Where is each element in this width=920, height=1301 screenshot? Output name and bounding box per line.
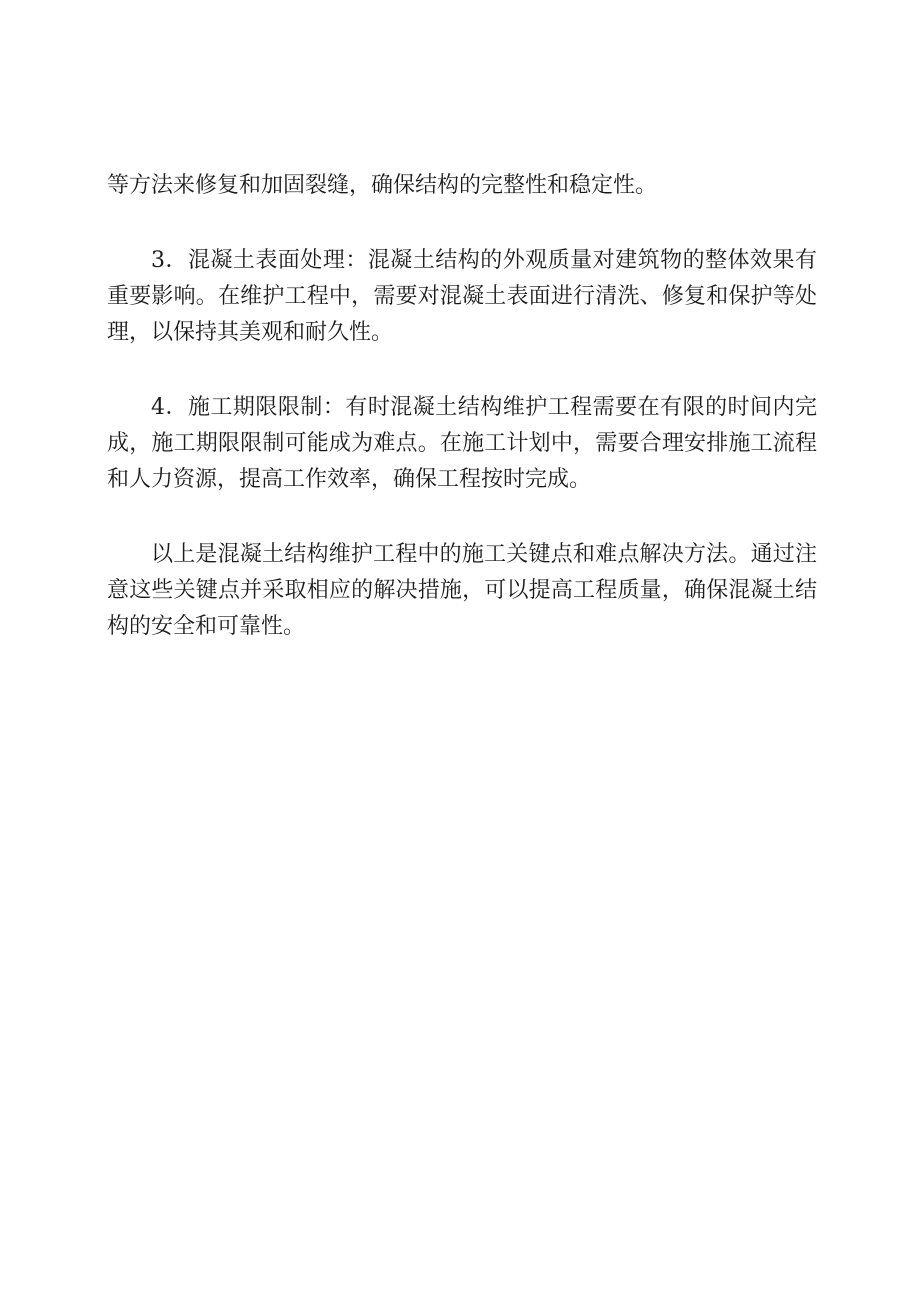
- paragraph-construction-deadline: 4．施工期限限制：有时混凝土结构维护工程需要在有限的时间内完成，施工期限限制可能成为难点。在施工计划中，需要合理安排施工流程和人力资源，提高工作效率，确保工程按时完成。: [107, 395, 817, 492]
- paragraph-conclusion: 以上是混凝土结构维护工程中的施工关键点和难点解决方法。通过注意这些关键点并采取相应的解决措施，可以提高工程质量，确保混凝土结构的安全和可靠性。: [107, 542, 817, 639]
- paragraph-continuation: 等方法来修复和加固裂缝，确保结构的完整性和稳定性。: [107, 173, 658, 198]
- document-body: [107, 168, 817, 684]
- paragraph-surface-treatment: 3．混凝土表面处理：混凝土结构的外观质量对建筑物的整体效果有重要影响。在维护工程中，需要对混凝土表面进行清洗、修复和保护等处理，以保持其美观和耐久性。: [107, 248, 817, 345]
